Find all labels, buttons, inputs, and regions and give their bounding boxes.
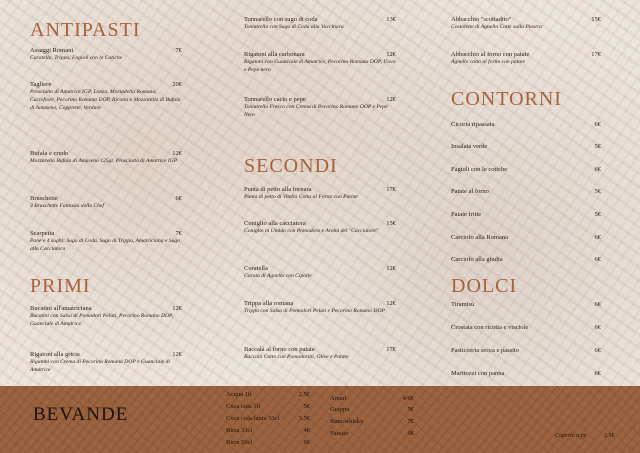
menu-item: [30, 47, 182, 63]
coperto-label: Coperto a pp: [555, 433, 587, 439]
menu-item: [451, 143, 601, 151]
menu-item: [451, 121, 601, 129]
item-name: Baccalà al forno con patate: [244, 346, 315, 353]
item-price: 17€: [386, 346, 396, 353]
item-name: Coniglio alla cacciatora: [244, 220, 306, 227]
menu-item: [244, 186, 396, 202]
item-price: 6€: [594, 301, 601, 308]
menu-item: [451, 188, 601, 196]
item-price: 12€: [386, 265, 396, 272]
drink-price: 2.5€: [298, 391, 310, 398]
item-description: Mozzarella Bufala di Amaseno 125gr, Prosciutto di Amatrice IGP: [30, 158, 178, 164]
item-price: 7€: [175, 47, 182, 54]
item-price: 7€: [175, 230, 182, 237]
drink-name: Passito: [330, 430, 349, 437]
item-price: 6€: [175, 195, 182, 202]
item-name: Tiramisù: [451, 301, 475, 308]
menu-column-2: [244, 0, 396, 386]
item-name: Bruschette: [30, 195, 58, 202]
item-price: 12€: [172, 305, 182, 312]
item-price: 15€: [591, 16, 601, 23]
menu-item: [244, 96, 396, 120]
item-price: 17€: [591, 51, 601, 58]
item-name: Insalata verde: [451, 143, 488, 150]
drink-name: Birra 33cl: [226, 427, 253, 434]
menu-column-1: [30, 0, 182, 386]
menu-item: [451, 256, 601, 264]
item-price: 12€: [386, 300, 396, 307]
item-description: Corata di Agnello con Cipolle: [244, 273, 312, 279]
item-name: Assaggi Romani: [30, 47, 74, 54]
item-name: Bucatini all'amatriciana: [30, 305, 92, 312]
menu-item: [244, 346, 396, 362]
item-name: Fagioli con le cotiche: [451, 166, 508, 173]
menu-item: [451, 51, 601, 67]
menu-item: [451, 301, 601, 309]
menu-item: [451, 347, 601, 355]
item-description: Coratella, Trippa, Fagioli con le Cotiche: [30, 55, 123, 61]
item-price: 5€: [594, 188, 601, 195]
item-name: Patate fritte: [451, 211, 482, 218]
primi-title: PRIMI: [30, 275, 91, 297]
item-description: Baccalà Cotto con Pomodorini, Olive e Patate: [244, 354, 349, 360]
menu-item: [244, 51, 396, 75]
menu-item: [30, 351, 182, 375]
item-name: Crostata con ricotta e visciole: [451, 324, 529, 331]
drink-price: 4/6€: [402, 395, 414, 402]
item-price: 20€: [172, 81, 182, 88]
menu-item: [244, 265, 396, 281]
item-name: Pasticceria secca e passito: [451, 347, 520, 354]
menu-item: [451, 324, 601, 332]
drink-name: Coca cola/fanta 33cl: [226, 415, 280, 422]
secondi-title: SECONDI: [244, 155, 338, 177]
item-name: Coratella: [244, 265, 268, 272]
item-description: Rigatoni con Guanciale di Amatrice, Pecorino Romano DOP, Uovo e Pepe nero: [244, 59, 396, 73]
item-name: Abbacchio "scottadito": [451, 16, 512, 23]
menu-item: [451, 234, 601, 242]
item-name: Tonnarello cacio e pepe: [244, 96, 306, 103]
contorni-title: CONTORNI: [451, 88, 562, 110]
drink-price: 3.5€: [298, 415, 310, 422]
menu-item: [451, 16, 601, 32]
item-description: Bucatini con Salsa di Pomodori Pelati, Pecorino Romano DOP, Guanciale di Amatrice: [30, 313, 174, 327]
antipasti-title: ANTIPASTI: [30, 19, 141, 41]
item-price: 5€: [594, 211, 601, 218]
item-description: Prosciutto di Amatrice IGP, Lonza, Mortadella Romana, Caciofiore, Pecorino Romano DOP, Ricotta e Mozzarella di Bufala di Amaseno, Coppiette, Verdure: [30, 89, 181, 111]
item-description: Punta di petto di Vitella Cotta al Forno con Patate: [244, 194, 358, 200]
menu-item: [451, 166, 601, 174]
item-price: 6€: [594, 121, 601, 128]
item-price: 12€: [386, 51, 396, 58]
item-name: Rigatoni alla gricia: [30, 351, 80, 358]
item-description: Tonnarello con Sugo di Coda alla Vaccinara: [244, 24, 344, 30]
item-name: Punta di petto alla fornara: [244, 186, 312, 193]
item-description: Coniglio in Umido con Pomodoro e Aromi del "Cacciatore": [244, 228, 379, 234]
item-price: 12€: [172, 150, 182, 157]
drink-name: Amari: [330, 395, 347, 402]
menu-item: [30, 230, 182, 254]
drink-price: 6€: [303, 439, 310, 446]
item-description: Pane e 4 sughi: Sugo di Coda, Sugo di Trippa, Amatriciana e Sugo alla Cacciatora: [30, 238, 180, 252]
item-price: 6€: [594, 370, 601, 377]
item-price: 12€: [386, 96, 396, 103]
item-name: Rigatoni alla carbonara: [244, 51, 305, 58]
item-price: 5€: [594, 143, 601, 150]
drink-price: 7€: [407, 418, 414, 425]
drink-name: Birra 50cl: [226, 439, 253, 446]
drink-price: 6€: [407, 430, 414, 437]
item-price: 6€: [594, 166, 601, 173]
item-price: 12€: [172, 351, 182, 358]
item-price: 6€: [594, 347, 601, 354]
drink-name: Rum/whisky: [330, 418, 364, 425]
item-name: Abbacchio al forno con patate: [451, 51, 530, 58]
drink-price: 5€: [407, 406, 414, 413]
item-name: Patate al forno: [451, 188, 489, 195]
menu-item: [30, 150, 182, 166]
item-name: Cicoria ripassata: [451, 121, 495, 128]
item-price: 6€: [594, 256, 601, 263]
drink-name: Grappa: [330, 406, 350, 413]
drink-name: Coca cola 1lt: [226, 403, 261, 410]
menu-item: [30, 81, 182, 112]
item-description: 3 Bruschette Fantasia dello Chef: [30, 203, 104, 209]
drink-price: 4€: [303, 427, 310, 434]
item-price: 6€: [594, 234, 601, 241]
item-name: Scarpetta: [30, 230, 55, 237]
item-description: Trippa con Salsa di Pomodori Pelati e Pecorino Romano DOP: [244, 308, 385, 314]
item-name: Trippa alla romana: [244, 300, 294, 307]
menu-column-3: [451, 0, 601, 386]
item-name: Maritozzi con panna: [451, 370, 505, 377]
item-price: 15€: [386, 220, 396, 227]
item-price: 17€: [386, 186, 396, 193]
item-description: Costolette di Agnello Cotte sulla Piastra: [451, 24, 542, 30]
drink-name: Acqua 1lt: [226, 391, 252, 398]
item-description: Tonnarello Fresco con Crema di Pecorino Romano DOP e Pepe Nero: [244, 104, 388, 118]
item-price: 13€: [386, 16, 396, 23]
bevande-title: BEVANDE: [33, 404, 129, 425]
menu-item: [244, 300, 396, 316]
item-name: Tonnarello con sugo di coda: [244, 16, 318, 23]
menu-item: [244, 16, 396, 32]
item-description: Agnello cotto al forno con patate: [451, 59, 526, 65]
item-name: Tagliere: [30, 81, 52, 88]
drink-price: 5€: [303, 403, 310, 410]
item-name: Carciofo alla Romana: [451, 234, 509, 241]
dolci-title: DOLCI: [451, 275, 518, 297]
coperto-price: 2.5€: [604, 433, 615, 439]
menu-item: [244, 220, 396, 236]
item-description: Rigatoni con Crema di Pecorino Romano DOP e Guanciale di Amatrice: [30, 359, 170, 373]
menu-item: [30, 195, 182, 211]
menu-item: [451, 211, 601, 219]
item-name: Bufala e crudo: [30, 150, 69, 157]
menu-item: [30, 305, 182, 329]
item-name: Carciofo alla giudia: [451, 256, 503, 263]
item-price: 6€: [594, 324, 601, 331]
menu-item: [451, 370, 601, 378]
